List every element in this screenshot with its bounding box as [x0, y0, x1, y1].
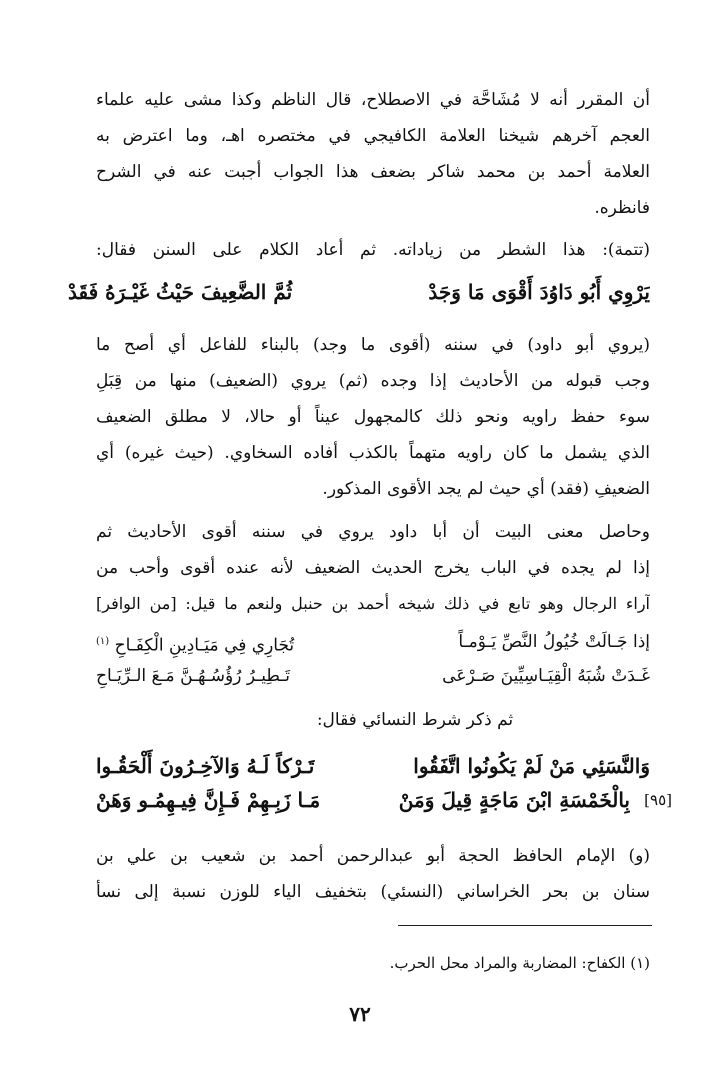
poem-row: [60, 656, 660, 696]
text-line: أن المقرر أنه لا مُشَاحَّة في الاصطلاح، قال الناظم وكذا مشى عليه علماء: [96, 90, 650, 110]
poem-hemistich-second: تَـطِيـرُ رُؤُسُـهُـنَّ مَـعَ الـرِّيَـاحِ: [96, 666, 291, 686]
footnote-marker: (١): [96, 636, 110, 647]
poem-hemistich-first: غَـدَتْ شُبَهُ الْقِيَـاسِيِّينَ صَـرْعَى: [442, 666, 650, 686]
nasai-intro-line: ثم ذكر شرط النسائي فقال:: [316, 710, 514, 730]
text-line: الذي يشمل ما كان راويه متهماً بالكذب أفاده السخاوي. (حيث غيره) أي: [96, 443, 650, 463]
poem-hemistich-first: إذا جَـالَتْ خُيُولُ النَّصِّ يَـوْمـاً: [458, 632, 650, 652]
text-line: آراء الرجال وهو تابع في ذلك شيخه أحمد بن حنبل ولنعم ما قيل: [من الوافر]: [96, 594, 650, 613]
text-line: سنان بن بحر الخراساني (النسئي) بتخفيف الياء للوزن نسبة إلى نسأ: [96, 882, 650, 902]
verse-hemistich-first: يَرْوِي أَبُو دَاوُدَ أَقْوَى مَا وَجَدْ: [428, 280, 650, 304]
verse-hemistich-second: ثُمَّ الضَّعِيفَ حَيْثُ غَيْـرَهُ فَقَدْ: [68, 280, 293, 304]
verse-hemistich-first: وَالنَّسَئِي مَنْ لَمْ يَكُونُوا اتَّفَقُوا: [413, 754, 650, 778]
footnote-separator: [398, 925, 652, 926]
verse-number: [٩٥]: [644, 791, 672, 809]
verse-row: [60, 272, 660, 312]
text-line: الضعيفِ (فقد) أي حيث لم يجد الأقوى المذكور.: [322, 479, 650, 499]
text-line: وحاصل معنى البيت أن أبا داود يروي في سننه أقوى الأحاديث ثم: [96, 522, 650, 542]
verse-row: [40, 780, 672, 820]
verse-hemistich-first: بِالْخَمْسَةِ ابْنَ مَاجَةٍ قِيلَ وَمَنْ: [398, 788, 630, 812]
page-number: ٧٢: [349, 1002, 371, 1026]
verse-hemistich-second: مَـا زَبِـهِمْ فَـإِنَّ فِيـهِمُـو وَهَنْ: [96, 788, 321, 812]
poem-hemistich-text: تُجَارِي فِي مَيَـادِينِ الْكِفَـاحِ: [114, 635, 295, 656]
text-line: إذا لم يجده في الباب يخرج الحديث الضعيف لأنه عنده أقوى وأحب من: [96, 558, 650, 578]
tatimma-line: (تتمة): هذا الشطر من زياداته. ثم أعاد الكلام على السنن فقال:: [96, 240, 650, 260]
text-line: فانظره.: [594, 198, 650, 218]
text-line: (و) الإمام الحافظ الحجة أبو عبدالرحمن أحمد بن شعيب بن علي بن: [96, 846, 650, 866]
footnote: (١) الكفاح: المضاربة والمراد محل الحرب.: [389, 954, 650, 972]
text-line: سوء حفظ راويه ونحو ذلك كالمجهول عيناً أو حالا، لا مطلق الضعيف: [96, 407, 650, 427]
verse-hemistich-second: تَـرْكاً لَـهُ وَالآخِـرُونَ أَلْحَقُـوا: [96, 754, 315, 778]
text-line: (يروي أبو داود) في سننه (أقوى ما وجد) بالبناء للفاعل أي أصح ما: [96, 335, 650, 355]
text-line: العلامة أحمد بن محمد شاكر بضعف هذا الجواب أجبت عنه في الشرح: [96, 162, 650, 182]
text-line: وجب قبوله من الأحاديث إذا وجده (ثم) يروي (الضعيف) منها من قِبَلِ: [96, 371, 650, 391]
text-line: العجم آخرهم شيخنا العلامة الكافيجي في مختصره اهـ، وما اعترض به: [96, 126, 650, 146]
